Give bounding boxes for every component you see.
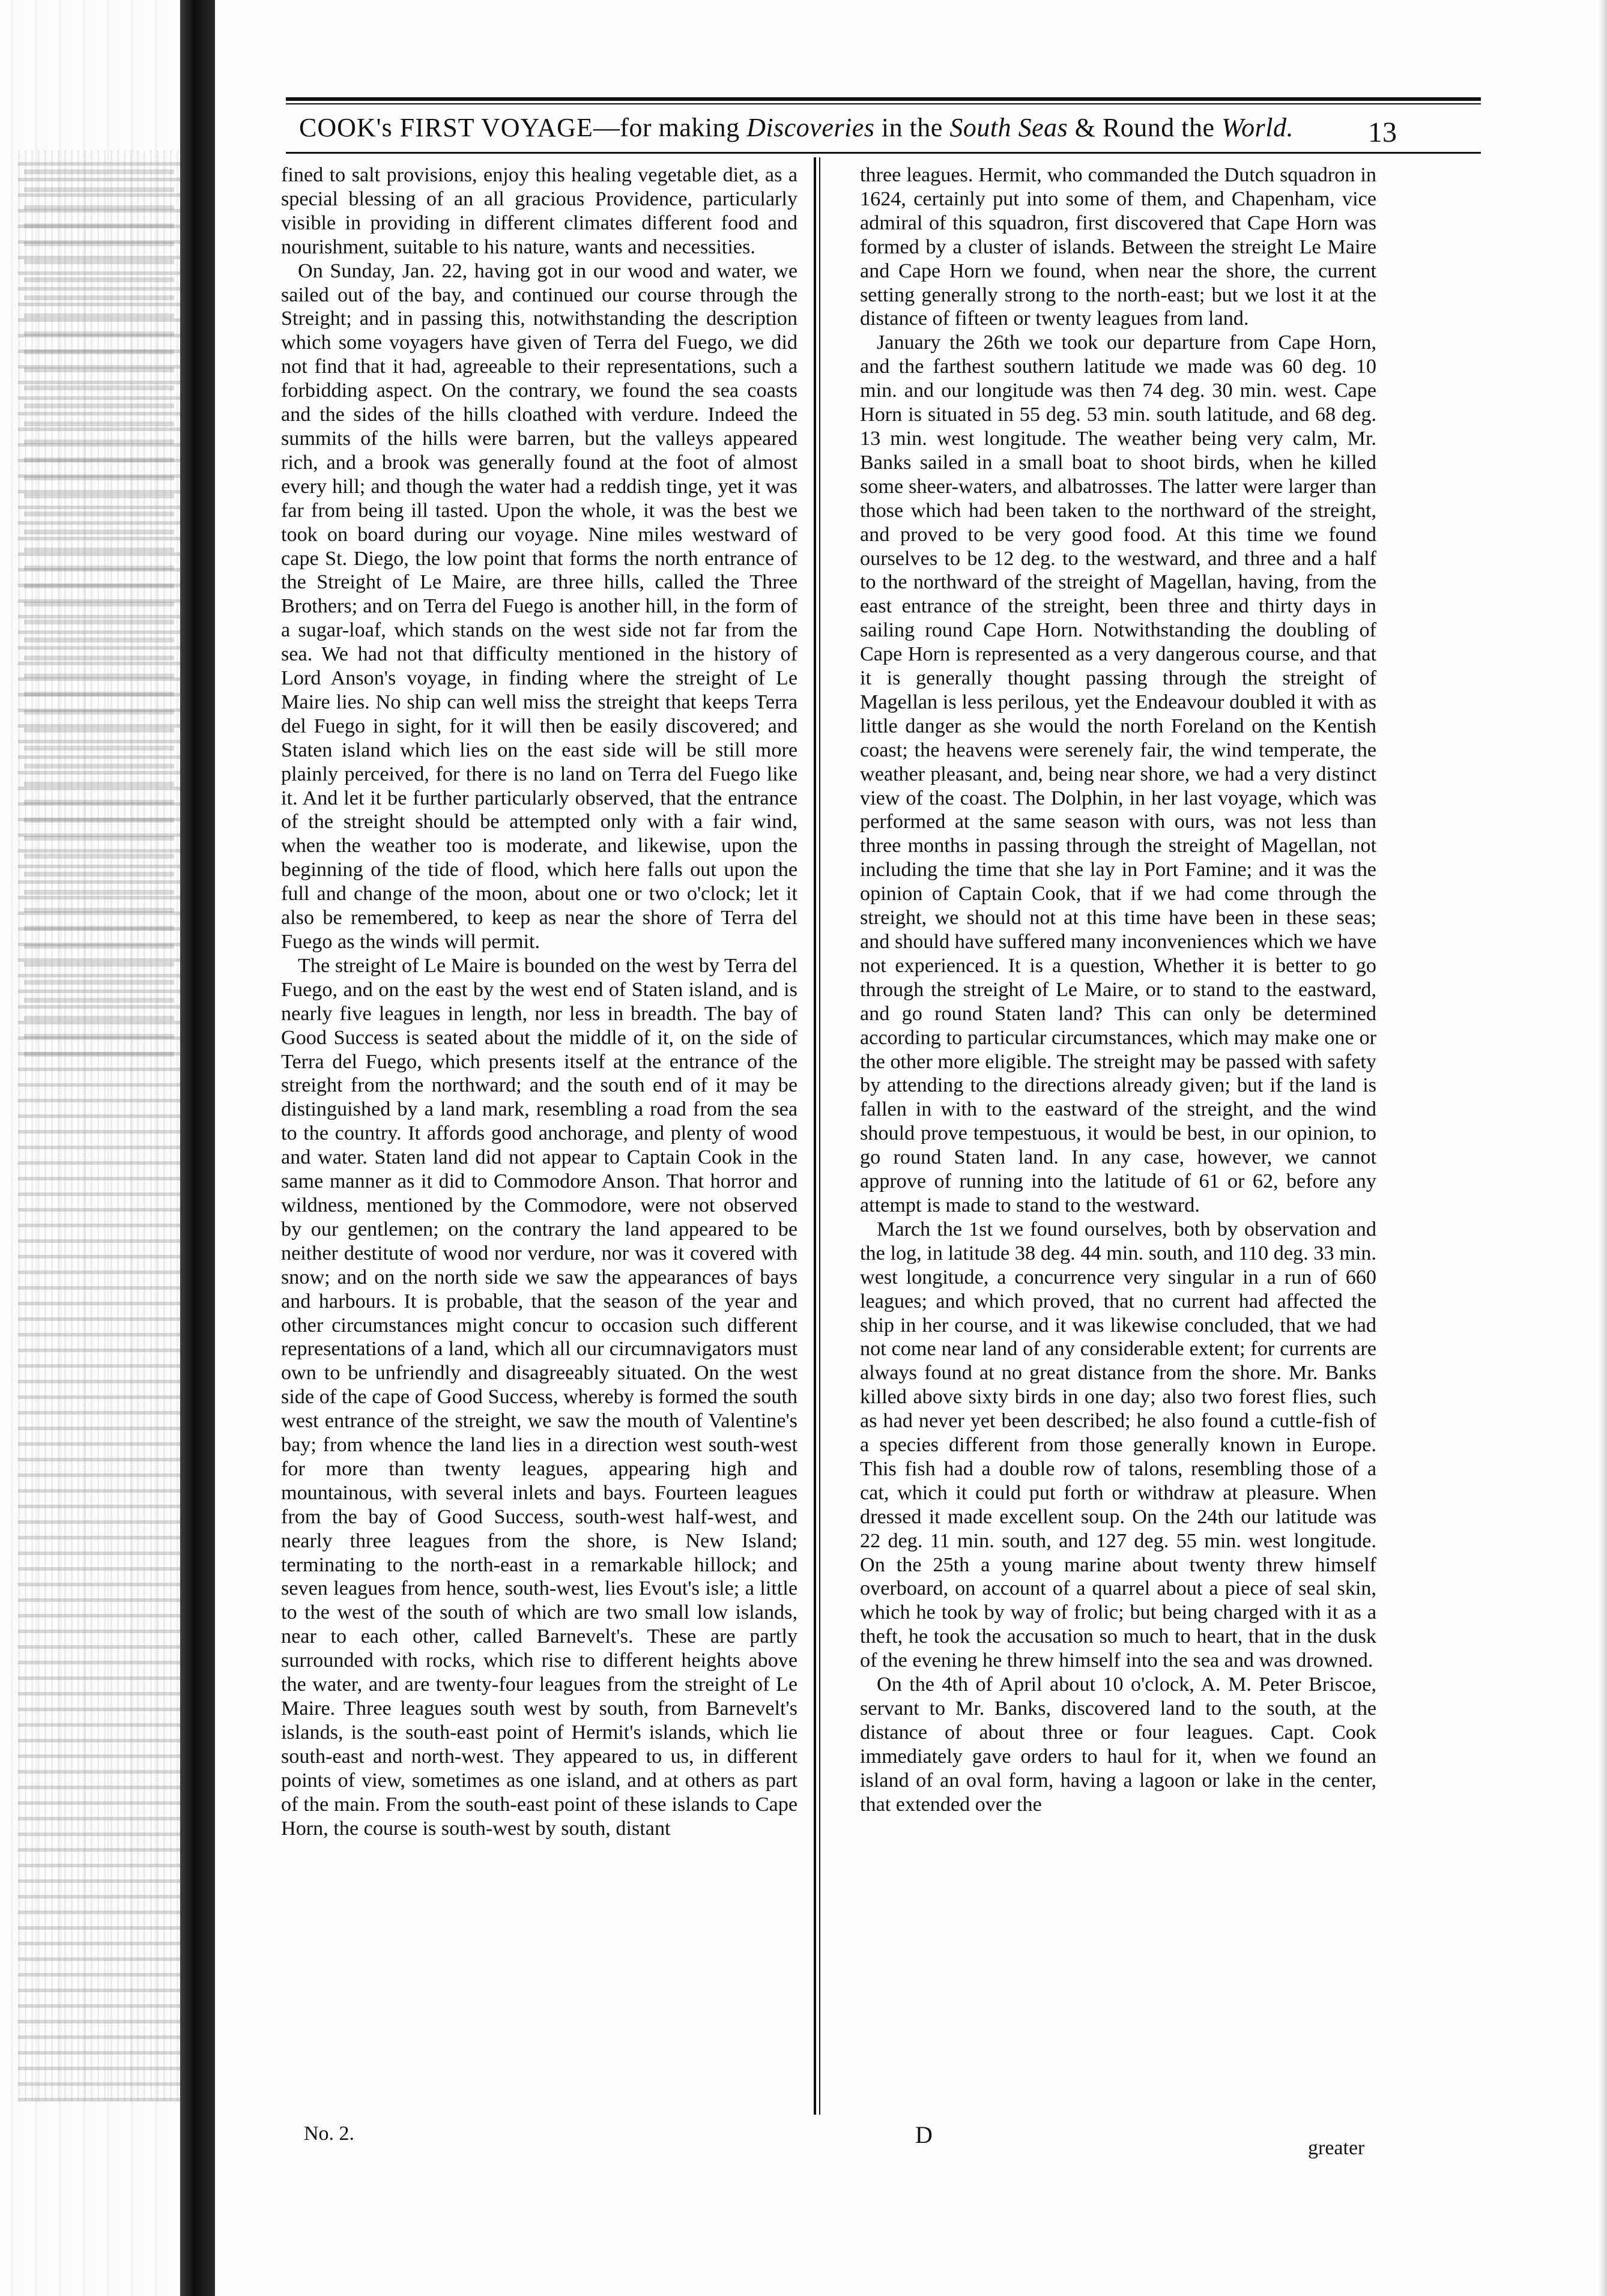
right-column — [860, 163, 1376, 1817]
facing-page-edge — [0, 0, 180, 2296]
top-rule — [286, 97, 1481, 101]
number-mark: No. 2. — [304, 2122, 355, 2145]
right-paragraph-2: January the 26th we took our departure from Cape Horn, and the farthest southern latitude we made was 60 deg. 10 min. and our longitude was then 74 deg. 30 min. west. Cape Horn is situated in 55 deg. 53 min. south latitude, and 68 deg. 13 min. west longitude. The weather being very calm, Mr. Banks sailed in a small boat to shoot birds, when he killed some sheer-waters, and albatrosses. The latter were larger than those which had been taken to the northward of the streight, and proved to be very good food. At this time we found ourselves to be 12 deg. to the westward, and three and a half to the northward of the streight of Magellan, having, from the east entrance of the streight, been three and thirty days in sailing round Cape Horn. Notwithstanding the doubling of Cape Horn is represented as a very dangerous course, and that it is generally thought passing through the streight of Magellan is less perilous, yet the Endeavour doubled it with as little danger as she would the north Foreland on the Kentish coast; the heavens were serenely fair, the wind temperate, the weather pleasant, and, being near shore, we had a very distinct view of the coast. The Dolphin, in her last voyage, which was performed at the same season with ours, was not less than three months in passing through the streight of Magellan, not including the time that she lay in Port Famine; and it was the opinion of Captain Cook, that if we had come through the streight, we should not at this time have been in these seas; and should have suffered many inconveniences which we have not experienced. It is a question, Whether it is better to go through the streight of Le Maire, or to stand to the eastward, and go round Staten land? This can only be determined according to particular circumstances, which may make one or the other more eligible. The streight may be passed with safety by attending to the directions already given; but if the land is fallen in with to the eastward of the streight, and the wind should prove tempestuous, it would be best, in our opinion, to go round Staten land. In any case, however, we cannot approve of running into the latitude of 61 or 62, before any attempt is made to stand to the westward. — [860, 331, 1376, 1216]
left-paragraph-3: The streight of Le Maire is bounded on the west by Terra del Fuego, and on the east by the west end of Staten island, and is nearly five leagues in length, nor less in breadth. The bay of Good Success is seated about the middle of it, on the side of Terra del Fuego, which presents itself at the entrance of the streight from the northward; and the south end of it may be distinguished by a land mark, resembling a road from the sea to the country. It affords good anchorage, and plenty of wood and water. Staten land did not appear to Captain Cook in the same manner as it did to Commodore Anson. That horror and wildness, mentioned by the Commodore, were not observed by our gentlemen; on the contrary the land appeared to be neither destitute of wood nor verdure, nor was it covered with snow; and on the north side we saw the appearances of bays and harbours. It is probable, that the season of the year and other circumstances might concur to occasion such different representations of a land, which all our circumnavigators must own to be unfriendly and disagreeably situated. On the west side of the cape of Good Success, whereby is formed the south west entrance of the streight, we saw the mouth of Valentine's bay; from whence the land lies in a direction west south-west for more than twenty leagues, appearing high and mountainous, with several inlets and bays. Fourteen leagues from the bay of Good Success, south-west half-west, and nearly three leagues from the shore, is New Island; terminating to the north-east in a remarkable hillock; and seven leagues from hence, south-west, lies Evout's isle; a little to the west of the south of which are two small low islands, near to each other, called Barnevelt's. These are partly surrounded with rocks, which rise to different heights above the water, and are twenty-four leagues from the streight of Le Maire. Three leagues south west by south, from Barnevelt's islands, is the south-east point of Hermit's islands, which lie south-east and north-west. They appeared to us, in different points of view, sometimes as one island, and at others as part of the main. From the south-east point of these islands to Cape Horn, the course is south-west by south, distant — [281, 954, 797, 1840]
catchword: greater — [1308, 2137, 1365, 2159]
page-number: 13 — [1368, 116, 1397, 148]
top-rule-thin — [286, 103, 1481, 104]
header-rule — [286, 152, 1481, 154]
bleed-through-texture-dark — [24, 156, 174, 1057]
column-divider — [814, 157, 816, 2115]
page-edge-shadow — [1599, 0, 1607, 2296]
running-head-round-the: & Round the — [1068, 113, 1222, 142]
document-page — [215, 0, 1607, 2296]
running-head-discoveries: Discoveries — [746, 113, 875, 142]
running-head-title: COOK's FIRST VOYAGE — [299, 113, 593, 142]
running-head-south-seas: South Seas — [949, 113, 1068, 142]
right-paragraph-4: On the 4th of April about 10 o'clock, A. M. Peter Briscoe, servant to Mr. Banks, discovered land to the south, at the distance of about three or four leagues. Capt. Cook immediately gave orders to haul for it, when we found an island of an oval form, having a lagoon or lake in the center, that extended over the — [860, 1673, 1376, 1816]
running-head — [299, 107, 1410, 149]
left-paragraph-2: On Sunday, Jan. 22, having got in our wood and water, we sailed out of the bay, and continued our course through the Streight; and in passing this, notwithstanding the description which some voyagers have given of Terra del Fuego, we did not find that it had, agreeable to their representations, such a forbidding aspect. On the contrary, we found the sea coasts and the sides of the hills cloathed with verdure. Indeed the summits of the hills were barren, but the valleys appeared rich, and a brook was generally found at the foot of almost every hill; and though the water had a reddish tinge, yet it was far from being ill tasted. Upon the whole, it was the best we took on board during our voyage. Nine miles westward of cape St. Diego, the low point that forms the north entrance of the Streight of Le Maire, are three hills, called the Three Brothers; and on Terra del Fuego is another hill, in the form of a sugar-loaf, which stands on the west side not far from the sea. We had not that difficulty mentioned in the history of Lord Anson's voyage, in finding where the streight of Le Maire lies. No ship can well miss the streight that keeps Terra del Fuego in sight, for it will then be easily discovered; and Staten island which lies on the east side will be still more plainly perceived, for there is no land on Terra del Fuego like it. And let it be further particularly observed, that the entrance of the streight should be attempted only with a fair wind, when the weather too is moderate, and likewise, upon the beginning of the tide of flood, which here falls out upon the full and change of the moon, about one or two o'clock; let it also be remembered, to keep as near the shore of Terra del Fuego as the winds will permit. — [281, 259, 797, 953]
left-paragraph-1: fined to salt provisions, enjoy this healing vegetable diet, as a special blessing of an all gracious Providence, particularly visible in providing in different climates different food and nourishment, suitable to his nature, wants and necessities. — [281, 164, 797, 258]
right-paragraph-1: three leagues. Hermit, who commanded the Dutch squadron in 1624, certainly put into some of them, and Chapenham, vice admiral of this squadron, first discovered that Cape Horn was formed by a cluster of islands. Between the streight Le Maire and Cape Horn we found, when near the shore, the current setting generally strong to the north-east; but we lost it at the distance of fifteen or twenty leagues from land. — [860, 164, 1376, 330]
running-head-in-the: in the — [874, 113, 950, 142]
right-paragraph-3: March the 1st we found ourselves, both by observation and the log, in latitude 38 deg. 44 min. south, and 110 deg. 33 min. west longitude, a concurrence very singular in a run of 660 leagues; and which proved, that no current had affected the ship in her course, and it was likewise concluded, that we had not come near land of any considerable extent; for currents are always found at no great distance from the shore. Mr. Banks killed above sixty birds in one day; also two forest flies, such as had never yet been described; he also found a cuttle-fish of a species different from those generally known in Europe. This fish had a double row of talons, resembling those of a cat, which it could put forth or withdraw at pleasure. When dressed it made excellent soup. On the 24th our latitude was 22 deg. 11 min. south, and 127 deg. 55 min. west longitude. On the 25th a young marine about twenty threw himself overboard, on account of a quarrel about a piece of seal skin, which he took by way of frolic; but being charged with it as a theft, he took the accusation so much to heart, that in the dusk of the evening he threw himself into the sea and was drowned. — [860, 1218, 1376, 1672]
left-column — [281, 163, 797, 1840]
running-head-world: World. — [1221, 113, 1294, 142]
column-divider-thin — [819, 157, 820, 2115]
signature-letter: D — [915, 2121, 933, 2148]
book-gutter — [180, 0, 215, 2296]
running-head-dash: —for making — [593, 113, 747, 142]
